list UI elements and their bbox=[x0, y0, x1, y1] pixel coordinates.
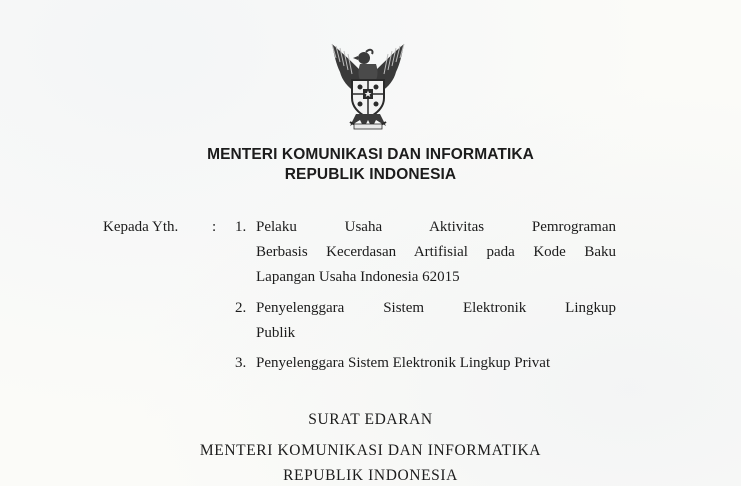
garuda-emblem-icon bbox=[320, 36, 416, 132]
list-item-number: 1. bbox=[235, 219, 247, 235]
list-item-line: Penyelenggara Sistem Elektronik Lingkup Privat bbox=[256, 355, 551, 371]
list-item-line: Lapangan Usaha Indonesia 62015 bbox=[256, 269, 460, 285]
list-item-line: Penyelenggara Sistem Elektronik Lingkup bbox=[256, 300, 616, 316]
addressee-colon: : bbox=[212, 219, 217, 235]
addressee-label: Kepada Yth. bbox=[103, 219, 179, 235]
circular-republic: REPUBLIK INDONESIA bbox=[283, 467, 458, 484]
republic-title: REPUBLIK INDONESIA bbox=[284, 166, 457, 183]
circular-ministry: MENTERI KOMUNIKASI DAN INFORMATIKA bbox=[199, 442, 542, 459]
list-item-line: Berbasis Kecerdasan Artifisial pada Kode Baku bbox=[256, 244, 616, 260]
list-item-line: Pelaku Usaha Aktivitas Pemrograman bbox=[256, 219, 616, 235]
list-item-number: 2. bbox=[235, 300, 247, 316]
list-item-line: Publik bbox=[256, 325, 296, 341]
ministry-title: MENTERI KOMUNIKASI DAN INFORMATIKA bbox=[207, 146, 534, 163]
list-item-number: 3. bbox=[235, 355, 247, 371]
circular-title: SURAT EDARAN bbox=[308, 411, 433, 428]
